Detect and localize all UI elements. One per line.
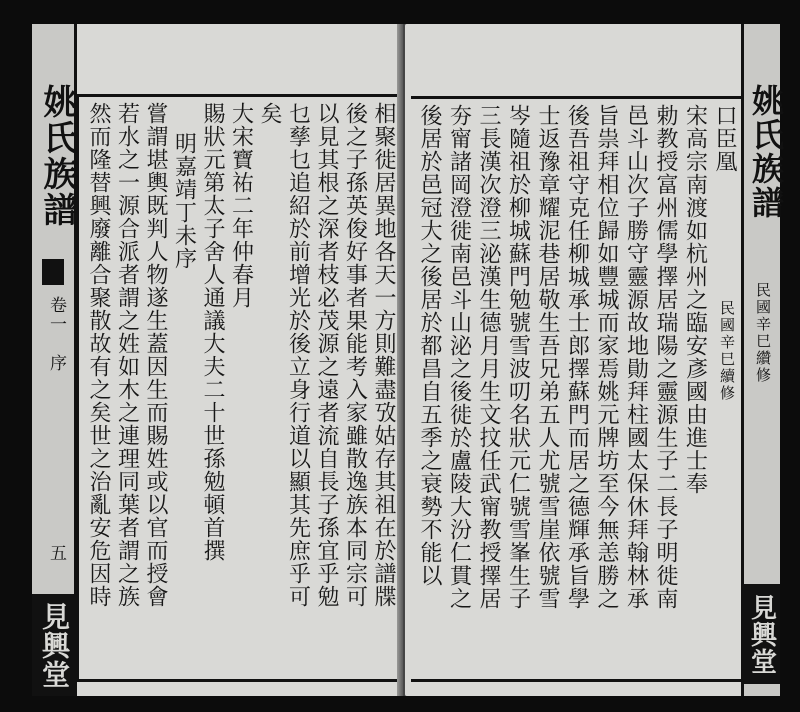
text-column: 乜孳乜追紹於前增光於後立身行道以顯其先庶乎可	[285, 102, 311, 608]
text-column: 邑斗山次子勝守靈源故地勛拜柱國太保休拜翰林承	[623, 104, 649, 610]
text-column: 賜狀元第太子舍人通議大夫二十世孫勉頓首撰	[200, 102, 225, 562]
text-column: 後吾祖守克任柳城承士郎擇蘇門而居之德輝承旨學	[564, 104, 590, 610]
left-page	[32, 24, 404, 696]
edition-label-top: 民國辛巳纘修	[754, 282, 772, 384]
fish-tail-mark	[42, 259, 64, 285]
page-number: 五	[46, 544, 66, 563]
text-column: 士返豫章耀泥巷居敬生吾兄弟五人尤號雪崖依號雪	[535, 104, 560, 610]
right-text-block	[413, 104, 739, 672]
text-column: 然而隆替興廢離合聚散故有之矣世之治亂安危因時	[86, 102, 111, 608]
text-column: 矣	[257, 102, 282, 125]
text-column: 若水之一源合派者謂之姓如木之連理同葉者謂之族	[114, 102, 140, 608]
right-edge-title: 姚氏族譜	[747, 84, 785, 220]
right-hall-label: 見興堂	[744, 584, 780, 684]
text-column: 勅教授富州儒學擇居瑞陽之靈源生子二長子明徙南	[653, 104, 678, 610]
hall-name-label: 見興堂	[32, 594, 76, 696]
left-text-block	[84, 102, 398, 672]
text-column: 口臣凰	[712, 104, 737, 173]
text-column: 嘗謂堪輿既判人物遂生蓋因生而賜姓或以官而授會	[143, 102, 168, 608]
text-column: 後之子孫英俊好事者果能考入家雖散逸族本同宗可	[342, 102, 368, 608]
text-column: 三長漢次澄三泌漢生德月月生文抆任武甯教授擇居	[476, 104, 501, 610]
text-column: 以見其根之深者枝必茂源之遠者流自長子孫宜乎勉	[314, 102, 339, 608]
text-column: 宋高宗南渡如杭州之臨安彥國由進士奉	[682, 104, 708, 495]
book-title: 姚氏族譜	[37, 84, 77, 228]
section-label: 序	[46, 354, 66, 373]
right-page	[405, 24, 785, 696]
text-column: 相聚徙居異地各天一方則難盡攷姑存其祖在於譜牒	[371, 102, 396, 608]
volume-label: 卷一	[46, 296, 66, 334]
text-column: 明嘉靖丁未序	[171, 132, 197, 270]
edition-label: 民國辛巳續修	[718, 300, 736, 402]
text-column: 岑隨祖於柳城蘇門勉號雪波叨名狀元仁號雪峯生子	[505, 104, 531, 610]
text-column: 夯甯諸岡澄徙南邑斗山泌之後徙於盧陵大汾仁貫之	[446, 104, 472, 610]
text-column: 大宋寶祐二年仲春月	[228, 102, 254, 309]
text-column: 後居於邑冠大之後居於都昌自五季之衰勢不能以	[417, 104, 442, 587]
text-column: 旨祟拜相位歸如豐城而家焉姚元牌坊至今無恙勝之	[594, 104, 619, 610]
